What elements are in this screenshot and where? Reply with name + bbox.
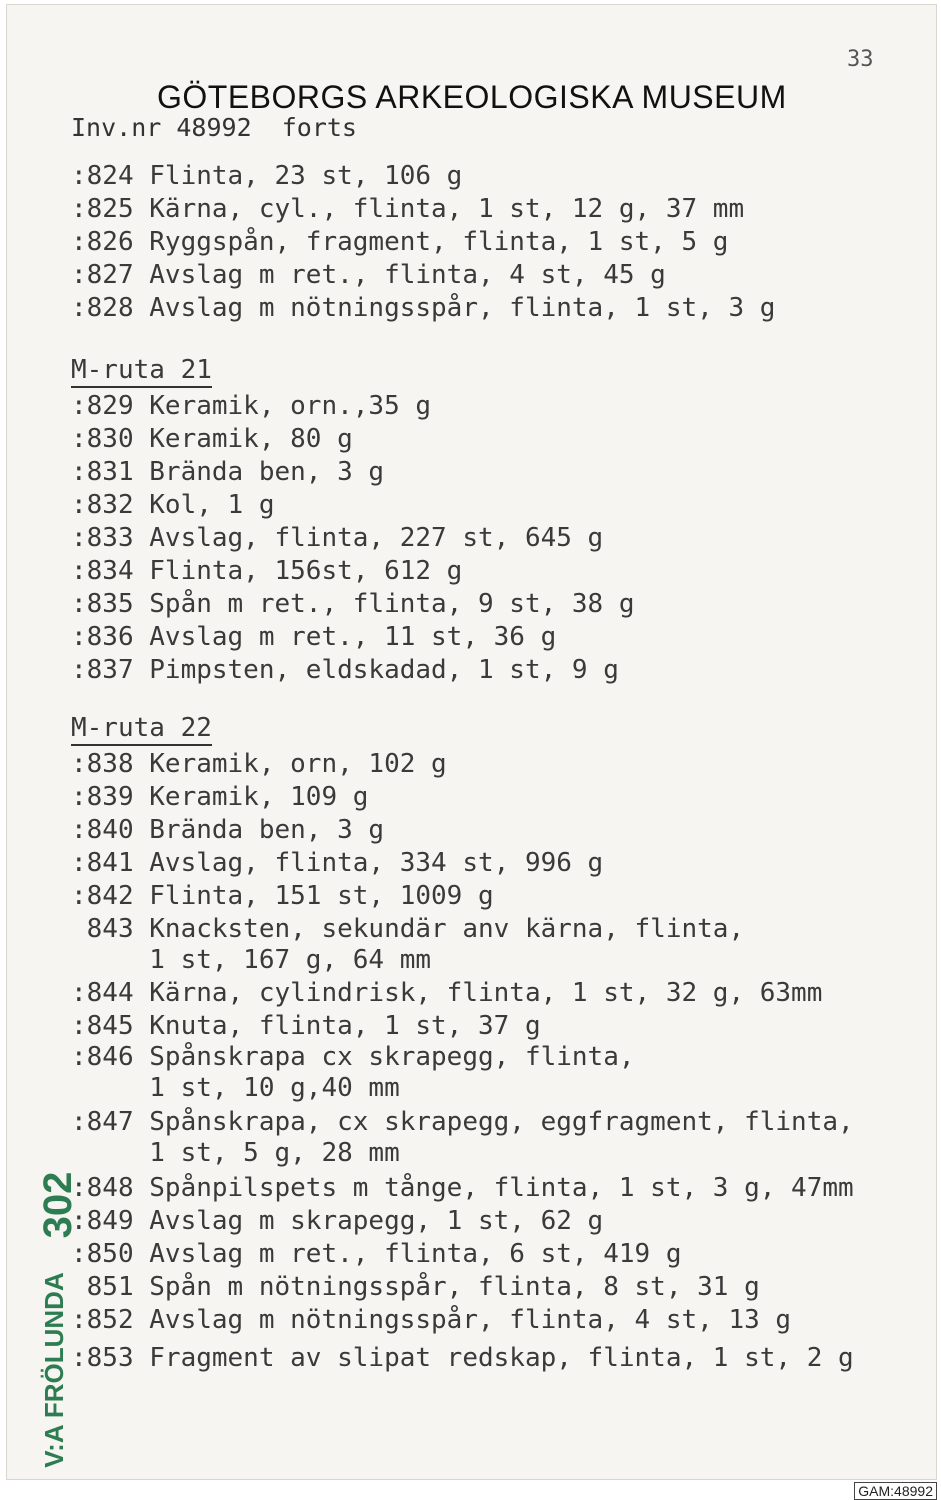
entry-line: :834 Flinta, 156st, 612 g — [71, 556, 463, 586]
entry-line: :835 Spån m ret., flinta, 9 st, 38 g — [71, 589, 635, 619]
locality-stamp — [15, 1105, 93, 1475]
stamp-number: 302 — [36, 1171, 80, 1239]
entry-line: :837 Pimpsten, eldskadad, 1 st, 9 g — [71, 655, 619, 685]
entry-line: 1 st, 5 g, 28 mm — [71, 1138, 400, 1168]
entry-line: :833 Avslag, flinta, 227 st, 645 g — [71, 523, 604, 553]
entry-line: :842 Flinta, 151 st, 1009 g — [71, 881, 494, 911]
entry-line: :828 Avslag m nötningsspår, flinta, 1 st, 3 g — [71, 293, 776, 323]
entry-line: :827 Avslag m ret., flinta, 4 st, 45 g — [71, 260, 666, 290]
entry-line: :832 Kol, 1 g — [71, 490, 275, 520]
entry-line: :853 Fragment av slipat redskap, flinta, 1 st, 2 g — [71, 1343, 854, 1373]
entry-line: :829 Keramik, orn.,35 g — [71, 391, 432, 421]
entry-line: :831 Brända ben, 3 g — [71, 457, 385, 487]
entry-line: :849 Avslag m skrapegg, 1 st, 62 g — [71, 1206, 604, 1236]
reference-label: GAM:48992 — [854, 1482, 937, 1500]
catalog-card — [6, 4, 937, 1480]
entry-line: 1 st, 10 g,40 mm — [71, 1073, 400, 1103]
entry-line: :840 Brända ben, 3 g — [71, 815, 385, 845]
entry-line: :836 Avslag m ret., 11 st, 36 g — [71, 622, 557, 652]
entry-line: :845 Knuta, flinta, 1 st, 37 g — [71, 1011, 541, 1041]
entry-line: 1 st, 167 g, 64 mm — [71, 945, 432, 975]
section-heading-22: M-ruta 22 — [71, 713, 212, 746]
entry-line: :839 Keramik, 109 g — [71, 782, 369, 812]
entry-line: :846 Spånskrapa cx skrapegg, flinta, — [71, 1042, 635, 1072]
museum-header: GÖTEBORGS ARKEOLOGISKA MUSEUM — [157, 79, 787, 115]
page-number: 33 — [847, 47, 874, 72]
entry-line: :825 Kärna, cyl., flinta, 1 st, 12 g, 37 mm — [71, 194, 745, 224]
stamp-locality: V:A FRÖLUNDA — [39, 1272, 69, 1468]
entry-line: :841 Avslag, flinta, 334 st, 996 g — [71, 848, 604, 878]
entry-line: :850 Avslag m ret., flinta, 6 st, 419 g — [71, 1239, 682, 1269]
entry-line: :847 Spånskrapa, cx skrapegg, eggfragment, flinta, — [71, 1107, 854, 1137]
entry-line: :826 Ryggspån, fragment, flinta, 1 st, 5 g — [71, 227, 729, 257]
entry-line: :824 Flinta, 23 st, 106 g — [71, 161, 463, 191]
entry-line: 851 Spån m nötningsspår, flinta, 8 st, 31 g — [71, 1272, 760, 1302]
entry-line: :838 Keramik, orn, 102 g — [71, 749, 447, 779]
entry-line: :830 Keramik, 80 g — [71, 424, 353, 454]
entry-line: :848 Spånpilspets m tånge, flinta, 1 st, 3 g, 47mm — [71, 1173, 854, 1203]
entry-line: :852 Avslag m nötningsspår, flinta, 4 st, 13 g — [71, 1305, 792, 1335]
entry-line: :844 Kärna, cylindrisk, flinta, 1 st, 32 g, 63mm — [71, 978, 823, 1008]
inventory-number: Inv.nr 48992 forts — [71, 113, 357, 142]
section-heading-21: M-ruta 21 — [71, 355, 212, 388]
entry-line: 843 Knacksten, sekundär anv kärna, flinta, — [71, 914, 745, 944]
